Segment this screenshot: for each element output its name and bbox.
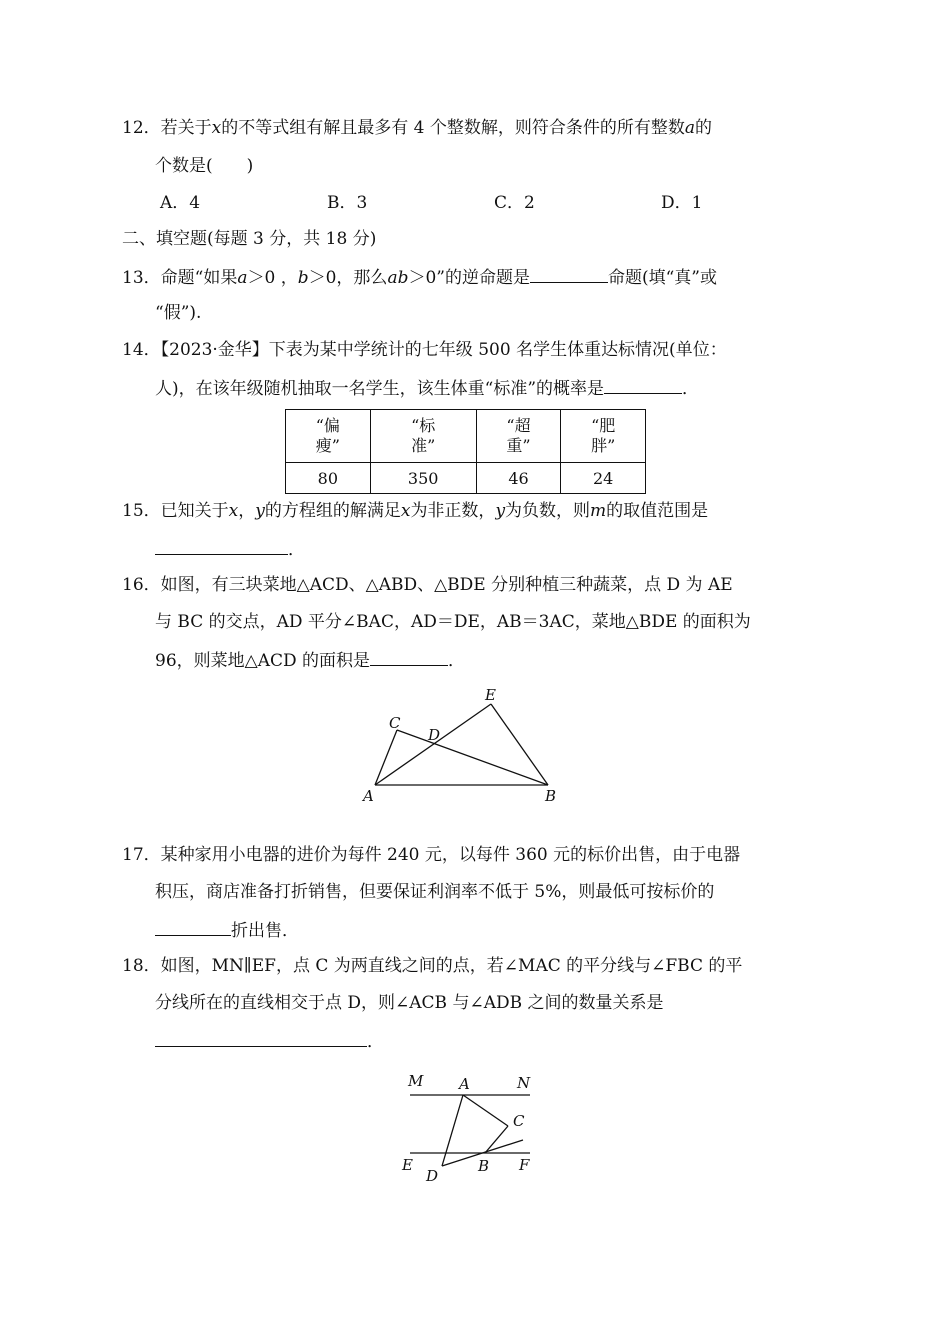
table-cell: 46 [476,463,561,494]
q17-line1: 17．某种家用小电器的进价为每件 240 元，以每件 360 元的标价出售，由于电器 [122,845,741,865]
q17-answer-blank[interactable] [155,919,231,936]
q12-line1: 12．若关于x的不等式组有解且最多有 4 个整数解，则符合条件的所有整数a的 [122,118,712,138]
q15-number: 15． [122,501,161,521]
q16-answer-blank[interactable] [370,649,448,666]
label-a: A [459,1075,470,1093]
q16-number: 16． [122,575,161,595]
table-header-row [286,410,646,463]
table-header-cell: “超 重” [476,410,561,463]
table-cell: 80 [286,463,371,494]
q14-answer-blank[interactable] [604,377,682,394]
q15-answer-blank[interactable] [155,538,288,555]
q16-line1: 16．如图，有三块菜地△ACD、△ABD、△BDE 分别种植三种蔬菜，点 D 为 AE [122,575,733,595]
q14-number: 14． [122,340,161,360]
q14-line2: 人)，在该年级随机抽取一名学生，该生体重“标准”的概率是 ． [155,379,700,399]
segment-eb [491,704,548,785]
label-a: A [363,787,374,805]
q16-line2: 与 BC 的交点，AD 平分∠BAC，AD＝DE，AB＝3AC，菜地△BDE 的面积为 [155,612,751,632]
label-c: C [389,714,401,732]
q16-triangle-figure [355,682,575,807]
q13-number: 13． [122,268,161,288]
table-header-cell: “标 准” [370,410,476,463]
table-cell: 24 [561,463,646,494]
label-b: B [545,787,557,805]
q16-line3: 96，则菜地△ACD 的面积是 ． [155,651,466,671]
table-cell: 350 [370,463,476,494]
q18-line1: 18．如图，MN∥EF，点 C 为两直线之间的点，若∠MAC 的平分线与∠FBC 的平 [122,956,743,976]
q18-line2: 分线所在的直线相交于点 D，则∠ACB 与∠ADB 之间的数量关系是 [155,993,664,1013]
table-header-cell: “偏 瘦” [286,410,371,463]
q15-line2: ． [155,538,305,560]
label-m: M [408,1072,424,1090]
table-row [286,463,646,494]
q18-parallel-lines-figure [395,1068,545,1188]
segment-ad [442,1095,463,1166]
q13-line2: “假”). [155,303,202,323]
q17-number: 17． [122,845,161,865]
q14-line1: 14．【2023·金华】下表为某中学统计的七年级 500 名学生体重达标情况(单位： [122,340,727,360]
q12-option-b: B．3 [327,193,368,213]
q15-line1: 15．已知关于x，y的方程组的解满足x为非正数，y为负数，则m的取值范围是 [122,501,709,521]
q13-line1: 13．命题“如果a＞0 ，b＞0，那么ab＞0”的逆命题是 命题(填“真”或 [122,268,717,288]
q17-line2: 积压，商店准备打折销售，但要保证利润率不低于 5%，则最低可按标价的 [155,882,715,902]
label-d: D [426,1167,439,1185]
label-e: E [402,1156,413,1174]
label-f: F [519,1156,530,1174]
label-c: C [513,1112,525,1130]
q12-number: 12． [122,118,161,138]
weight-stats-table [285,409,646,494]
q12-line2: 个数是( ) [155,156,254,176]
label-d: D [428,726,441,744]
q18-line3: ． [155,1030,384,1052]
q13-answer-blank[interactable] [530,266,608,283]
section-heading: 二、填空题(每题 3 分，共 18 分) [122,229,377,249]
q17-line3: 折出售． [155,919,299,941]
q12-option-d: D．1 [661,193,703,213]
q12-option-c: C．2 [494,193,535,213]
segment-cb [397,730,548,785]
segment-ac [463,1095,508,1126]
table-header-cell: “肥 胖” [561,410,646,463]
label-b: B [478,1157,490,1175]
label-e: E [485,686,496,704]
label-n: N [517,1074,531,1092]
q18-answer-blank[interactable] [155,1030,367,1047]
q12-option-a: A．4 [160,193,201,213]
q18-number: 18． [122,956,161,976]
